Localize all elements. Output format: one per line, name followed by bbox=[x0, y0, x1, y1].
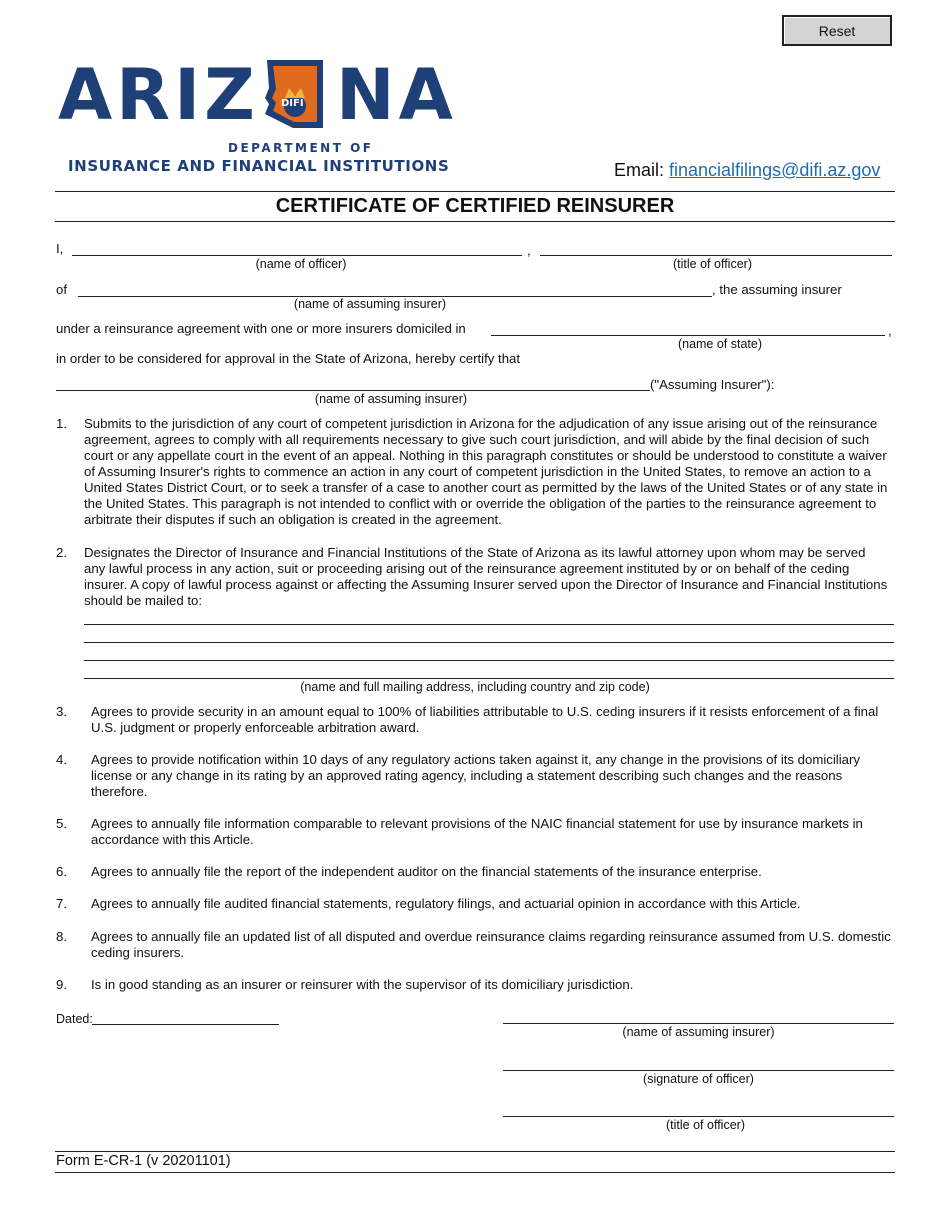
dated-field[interactable] bbox=[92, 1008, 279, 1024]
officer-name-line bbox=[72, 255, 522, 256]
address-line[interactable] bbox=[84, 660, 894, 661]
difi-logo bbox=[58, 55, 458, 180]
item-text: Agrees to annually file audited financial statements, regulatory filings, and actuarial opinion in accordance with this Article. bbox=[91, 896, 801, 911]
dated-label: Dated: bbox=[56, 1012, 93, 1026]
certify-text: in order to be considered for approval in the State of Arizona, hereby certify that bbox=[56, 351, 521, 366]
page-title: CERTIFICATE OF CERTIFIED REINSURER bbox=[275, 195, 675, 217]
logo-badge: DIFI bbox=[281, 98, 304, 109]
item-number: 8. bbox=[56, 929, 67, 944]
caption-state: (name of state) bbox=[677, 337, 763, 351]
item-text: Agrees to annually file the report of the independent auditor on the financial statements of the insurance enterprise. bbox=[91, 864, 762, 879]
item-text: Agrees to annually file an updated list of all disputed and overdue reinsurance claims regarding reinsurance assumed from U.S. domestic ceding insurers. bbox=[91, 929, 891, 960]
caption-signature-officer: (signature of officer) bbox=[643, 1072, 754, 1086]
assuming-suffix: , the assuming insurer bbox=[712, 282, 842, 297]
caption-signature-title: (title of officer) bbox=[666, 1118, 745, 1132]
comma-separator-state: , bbox=[888, 323, 892, 338]
dated-line bbox=[92, 1024, 279, 1025]
form-id: Form E-CR-1 (v 20201101) bbox=[56, 1153, 231, 1169]
signature-officer-line[interactable] bbox=[503, 1070, 894, 1071]
state-field[interactable] bbox=[491, 318, 885, 334]
item-number: 7. bbox=[56, 896, 67, 911]
item-number: 5. bbox=[56, 816, 67, 831]
address-line[interactable] bbox=[84, 678, 894, 679]
logo-word-right: NA bbox=[336, 54, 457, 136]
logo-word-left: ARIZ bbox=[58, 54, 259, 136]
header-rule-bottom bbox=[55, 221, 895, 222]
logo-dept-line2: INSURANCE AND FINANCIAL INSTITUTIONS bbox=[68, 157, 450, 175]
signature-title-field[interactable] bbox=[503, 1099, 894, 1115]
logo-dept-line1: DEPARTMENT OF bbox=[228, 141, 374, 155]
item-text: Designates the Director of Insurance and Financial Institutions of the State of Arizona as its lawful attorney upon whom may be served any lawful process in any action, suit or proceeding arising out of the reinsurance agreement instituted by or on behalf of the ceding insurer. A copy of lawful process against or affecting the Assuming Insurer served upon the Director of Insurance and Financial Institutions should be mailed to: bbox=[84, 545, 888, 608]
agreement-text: under a reinsurance agreement with one or more insurers domiciled in bbox=[56, 321, 466, 336]
item-number: 1. bbox=[56, 416, 67, 431]
state-line bbox=[491, 335, 885, 336]
item-text: Submits to the jurisdiction of any court of competent jurisdiction in Arizona for the adjudication of any issue arising out of the reinsurance agreement, agrees to comply with all requirements necessary to give such court jurisdiction, and will abide by the final decision of such court or any appellate court in the event of an appeal. Nothing in this paragraph constitutes or should be understood to constitute a waiver of Assuming Insurer's rights to commence an action in any court of competent jurisdiction in the United States, to remove an action to a United States District Court, or to seek a transfer of a case to another court as permitted by the laws of the United States or of any state in the United States. This paragraph is not intended to conflict with or override the obligation of the parties to the reinsurance agreement to arbitrate their disputes if such an obligation is created in the agreement. bbox=[84, 416, 888, 527]
signature-insurer-line bbox=[503, 1023, 894, 1024]
email-label: Email: bbox=[614, 160, 670, 180]
item-number: 9. bbox=[56, 977, 67, 992]
item-number: 4. bbox=[56, 752, 67, 767]
comma-separator: , bbox=[527, 243, 531, 258]
caption-officer-title: (title of officer) bbox=[673, 257, 752, 271]
address-line[interactable] bbox=[84, 624, 894, 625]
email-line bbox=[614, 160, 880, 181]
header-rule-top bbox=[55, 191, 895, 192]
item-text: Is in good standing as an insurer or reinsurer with the supervisor of its domiciliary jurisdiction. bbox=[91, 977, 634, 992]
of-prefix: of bbox=[56, 282, 67, 297]
caption-officer-name: (name of officer) bbox=[255, 257, 347, 271]
caption-assuming-insurer: (name of assuming insurer) bbox=[293, 297, 447, 311]
caption-signature-insurer: (name of assuming insurer) bbox=[622, 1025, 775, 1039]
i-prefix: I, bbox=[56, 241, 64, 256]
item-text: Agrees to annually file information comparable to relevant provisions of the NAIC financial statement for use by insurance markets in accordance with this Article. bbox=[91, 816, 863, 847]
reset-button[interactable]: Reset bbox=[782, 15, 892, 46]
caption-address: (name and full mailing address, including country and zip code) bbox=[300, 680, 650, 694]
item-number: 2. bbox=[56, 545, 67, 560]
signature-insurer-field[interactable] bbox=[503, 1006, 894, 1022]
assuming-insurer-field[interactable] bbox=[78, 279, 712, 295]
footer-rule-bottom bbox=[55, 1172, 895, 1173]
officer-name-field[interactable] bbox=[72, 238, 522, 254]
item-number: 6. bbox=[56, 864, 67, 879]
item-number: 3. bbox=[56, 704, 67, 719]
assuming-insurer-name-line bbox=[56, 390, 650, 391]
email-link[interactable]: financialfilings@difi.az.gov bbox=[669, 160, 881, 180]
caption-assuming-insurer-2: (name of assuming insurer) bbox=[314, 392, 468, 406]
item-text: Agrees to provide security in an amount equal to 100% of liabilities attributable to U.S. ceding insurers if it resists enforcement of a final U.S. judgment or properly enforceable arbitration award. bbox=[91, 704, 879, 735]
assuming-label: ("Assuming Insurer"): bbox=[650, 377, 775, 392]
assuming-insurer-name-field[interactable] bbox=[56, 374, 650, 390]
officer-title-line bbox=[540, 255, 892, 256]
footer-rule-top bbox=[55, 1151, 895, 1152]
officer-title-field[interactable] bbox=[540, 238, 892, 254]
address-line[interactable] bbox=[84, 642, 894, 643]
arizona-state-icon bbox=[263, 58, 327, 130]
item-text: Agrees to provide notification within 10 days of any regulatory actions taken against it, any change in the provisions of its domiciliary license or any change in its rating by an approved rating agency, including a statement describing such changes and the reasons therefore. bbox=[91, 752, 860, 799]
signature-title-line bbox=[503, 1116, 894, 1117]
